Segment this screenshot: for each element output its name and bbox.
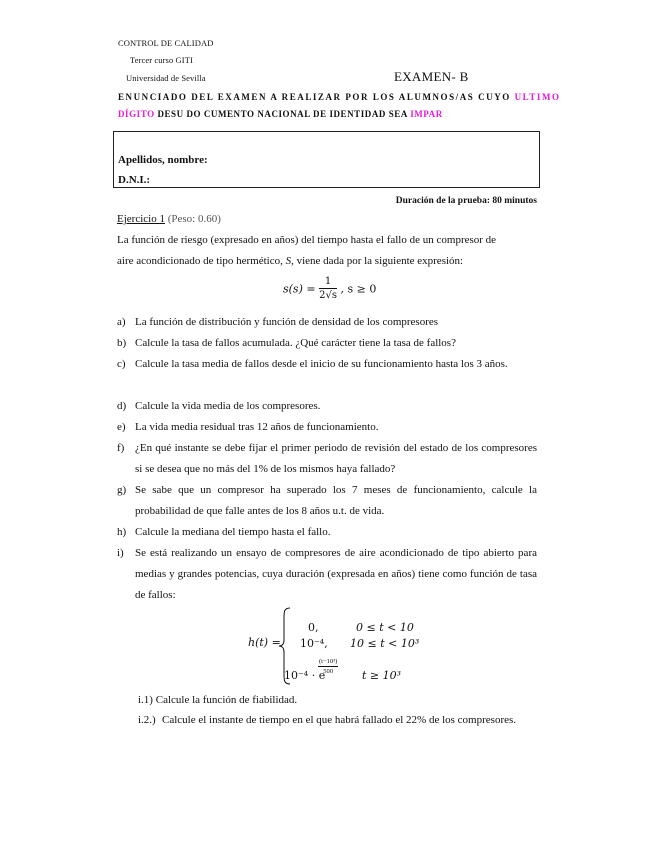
intro-variable: S: [285, 255, 292, 267]
list-item: [117, 333, 537, 354]
statement-highlight-ultimo: ULTIMO: [514, 92, 561, 102]
item-label: e): [117, 421, 126, 433]
item-text: Calcule la vida media de los compresores.: [135, 400, 321, 412]
piecewise-row2-cond: 10 ≤ t < 10³: [350, 637, 420, 650]
list-item: [117, 480, 537, 522]
sub-item-label: i.1): [138, 694, 153, 706]
item-label: h): [117, 526, 127, 538]
list-item: [117, 354, 537, 375]
duration-value: : 80 minutos: [486, 196, 537, 206]
exponent-numerator: (t−10³): [319, 658, 338, 665]
exponent-denominator: 500: [323, 668, 333, 675]
intro-line-2: [117, 255, 463, 267]
statement-highlight-digito: DÍGITO: [118, 109, 155, 119]
hazard-formula: [283, 276, 376, 302]
item-label: c): [117, 358, 126, 370]
item-text: Calcule la tasa media de fallos desde el inicio de su funcionamiento hasta los 3 años.: [135, 358, 508, 370]
statement-text-2: DESU DO CUMENTO NACIONAL DE IDENTIDAD SEA: [154, 109, 411, 119]
list-item: [117, 312, 537, 333]
statement-line-2: [118, 109, 443, 119]
piecewise-lhs: [248, 636, 281, 649]
formula-lhs: s(s) =: [283, 282, 316, 296]
sub-item-label: i.2.): [138, 714, 156, 726]
formula-fraction: [319, 276, 337, 302]
exercise-heading: [117, 213, 221, 225]
exam-duration: [396, 196, 537, 206]
list-item: [117, 396, 537, 417]
statement-text-1: ENUNCIADO DEL EXAMEN A REALIZAR POR LOS ALUMNOS/AS CUYO: [118, 92, 515, 102]
sub-item-text: Calcule la función de fiabilidad.: [155, 694, 298, 706]
item-text: Calcule la tasa de fallos acumulada. ¿Qué carácter tiene la tasa de fallos?: [135, 337, 456, 349]
item-label: i): [117, 547, 124, 559]
item-label: f): [117, 442, 125, 454]
item-text: La función de distribución y función de densidad de los compresores: [135, 316, 439, 328]
statement-line-1: [118, 92, 561, 102]
list-item: [117, 438, 537, 480]
course-year: Tercer curso GITI: [130, 55, 193, 65]
piecewise-row2-value: 10⁻⁴,: [300, 637, 328, 650]
item-label: g): [117, 484, 127, 496]
exercise-title: Ejercicio 1: [117, 213, 165, 225]
item-text: ¿En qué instante se debe fijar el primer periodo de revisión del estado de los compresores si se desea que no más del 1% de los mismos haya fallado?: [135, 442, 537, 475]
exercise-weight: (Peso: 0.60): [167, 213, 221, 225]
item-text: Se sabe que un compresor ha superado los 7 meses de funcionamiento, calcule la probabilidad de que falle antes de los 8 años u.t. de vida.: [135, 484, 537, 517]
id-label: D.N.I.:: [118, 174, 151, 186]
item-text: Calcule la mediana del tiempo hasta el fallo.: [135, 526, 331, 538]
item-label: d): [117, 400, 127, 412]
piecewise-row3-cond: t ≥ 10³: [362, 669, 402, 682]
formula-denominator: 2√s: [319, 290, 337, 301]
intro-text-a: aire acondicionado de tipo hermético,: [117, 255, 286, 267]
sub-item: [138, 710, 537, 731]
piecewise-row3-base: 10⁻⁴ · e: [284, 669, 326, 682]
list-item: [117, 543, 537, 606]
formula-condition: , s ≥ 0: [340, 282, 377, 296]
list-item: [117, 417, 537, 438]
item-text: Se está realizando un ensayo de compresores de aire acondicionado de tipo abierto para medias y grandes potencias, cuya duración (expresada en años) tiene como función de tasa de fallos:: [135, 547, 537, 601]
intro-line-1: La función de riesgo (expresado en años) del tiempo hasta el fallo de un compresor de: [117, 234, 497, 246]
item-label: b): [117, 337, 127, 349]
statement-highlight-impar: IMPAR: [410, 109, 443, 119]
piecewise-row1-cond: 0 ≤ t < 10: [356, 621, 414, 634]
item-label: a): [117, 316, 126, 328]
duration-label: Duración de la prueba: [395, 196, 487, 206]
piecewise-lhs-text: h(t) =: [248, 636, 281, 649]
university-name: Universidad de Sevilla: [126, 73, 206, 83]
list-item: [117, 522, 537, 543]
sub-item: [138, 694, 297, 706]
exam-title: EXAMEN- B: [394, 69, 469, 84]
piecewise-row1-value: 0,: [308, 621, 319, 634]
piecewise-row3-exponent: [318, 657, 338, 676]
formula-numerator: 1: [319, 276, 337, 289]
item-text: La vida media residual tras 12 años de funcionamiento.: [135, 421, 379, 433]
sub-item-text: Calcule el instante de tiempo en el que habrá fallado el 22% de los compresores.: [162, 714, 517, 726]
course-title: CONTROL DE CALIDAD: [118, 38, 214, 48]
intro-text-b: , viene dada por la siguiente expresión:: [291, 255, 464, 267]
name-label: Apellidos, nombre:: [118, 154, 208, 166]
